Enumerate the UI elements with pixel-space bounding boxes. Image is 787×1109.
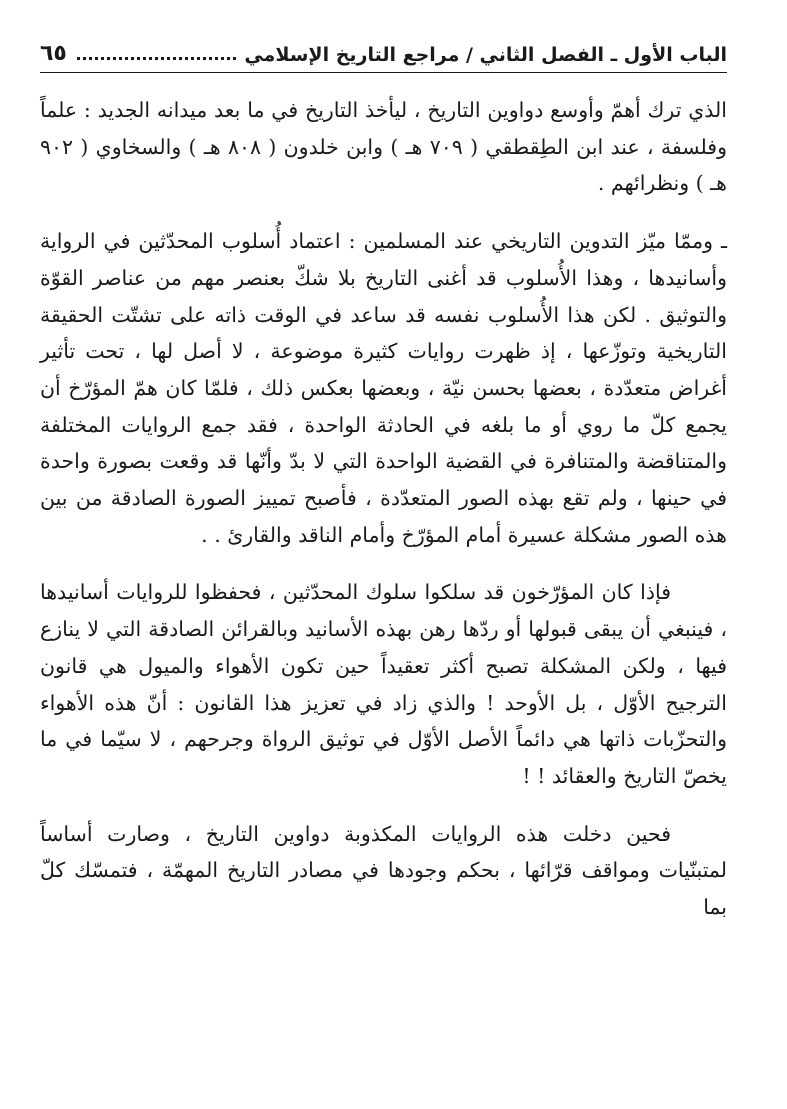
body-text	[40, 92, 727, 926]
paragraph-3: فإذا كان المؤرّخون قد سلكوا سلوك المحدّثين ، فحفظوا للروايات أسانيدها ، فينبغي أن يبقى قبولها أو ردّها رهن بهذه الأسانيد وبالقرائن الصادقة التي لا ينازع فيها ، ولكن المشكلة تصبح أكثر تعقيداً حين تكون الأهواء والميول هي قانون الترجيح الأوّل ، بل الأوحد ! والذي زاد في تعزيز هذا القانون : أنّ هذه الأهواء والتحزّبات ذاتها هي دائماً الأصل الأوّل في توثيق الرواة وجرحهم ، لا سيّما في ما يخصّ التاريخ والعقائد ! !	[40, 580, 727, 788]
header-dot-leader	[77, 57, 236, 60]
page-number: ٦٥	[40, 41, 67, 66]
header-title: الباب الأول ـ الفصل الثاني / مراجع التاريخ الإسلامي	[244, 44, 727, 66]
book-page	[40, 0, 727, 1109]
paragraph-2: ـ وممّا ميّز التدوين التاريخي عند المسلمين : اعتماد أُسلوب المحدّثين في الرواية وأسانيدها ، وهذا الأُسلوب قد أغنى التاريخ بلا شكّ بعنصر مهم من عناصر القوّة والتوثيق . لكن هذا الأُسلوب نفسه قد ساعد في الوقت ذاته على تشتّت الحقيقة التاريخية وتوزّعها ، إذ ظهرت روايات كثيرة موضوعة ، لا أصل لها ، تحت تأثير أغراض متعدّدة ، بعضها بحسن نيّة ، وبعضها بعكس ذلك ، فلمّا كان همّ المؤرّخ أن يجمع كلّ ما روي أو ما بلغه في الحادثة الواحدة ، فقد جمع الروايات المختلفة والمتناقضة والمتنافرة في القضية الواحدة التي لا بدّ وأنّها قد وقعت بصورة واحدة في حينها ، ولم تقع بهذه الصور المتعدّدة ، فأصبح تمييز الصورة الصادقة من بين هذه الصور مشكلة عسيرة أمام المؤرّخ وأمام الناقد والقارئ . .	[40, 229, 727, 547]
running-header	[40, 34, 727, 66]
paragraph-4: فحين دخلت هذه الروايات المكذوبة دواوين التاريخ ، وصارت أساساً لمتبنّيات ومواقف قرّائها ، بحكم وجودها في مصادر التاريخ المهمّة ، فتمسّك كلّ بما	[40, 821, 727, 920]
paragraph-1: الذي ترك أهمّ وأوسع دواوين التاريخ ، ليأخذ التاريخ في ما بعد ميدانه الجديد : علماً وفلسفة ، عند ابن الطِقطقي ( ٧٠٩ هـ ) وابن خلدون ( ٨٠٨ هـ ) والسخاوي ( ٩٠٢ هـ ) ونظرائهم .	[40, 98, 727, 196]
header-divider	[40, 72, 727, 73]
